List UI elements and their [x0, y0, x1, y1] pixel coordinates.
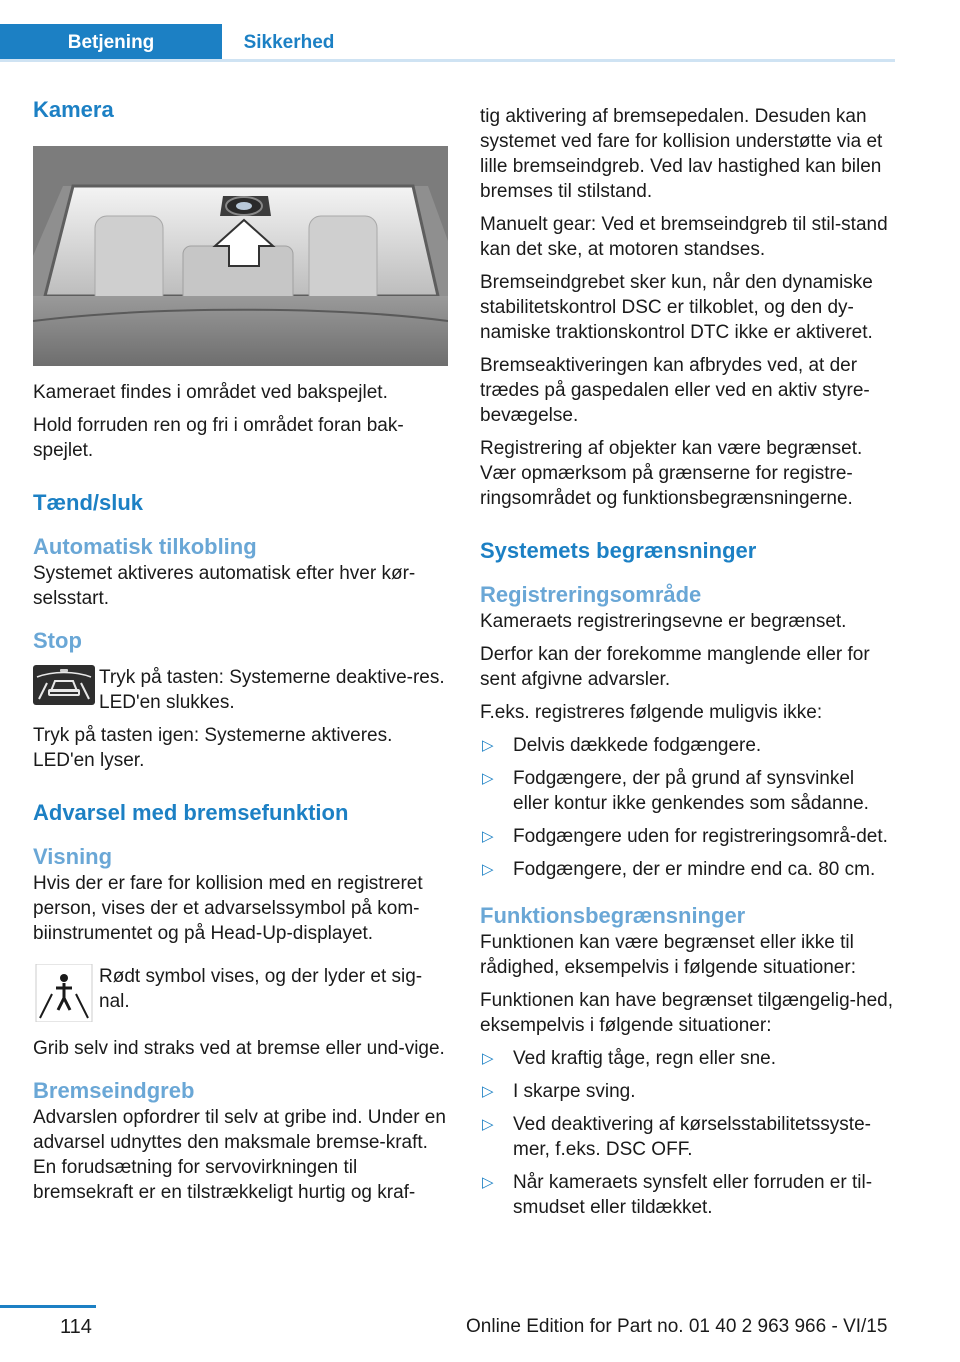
list-item-text: Ved deaktivering af kørselsstabilitetssyste‐mer, f.eks. DSC OFF.	[513, 1114, 871, 1160]
triangle-bullet-icon: ▷	[482, 1050, 494, 1067]
grib-paragraph: Grib selv ind straks ved at bremse eller und‐vige.	[33, 1038, 445, 1059]
reg-paragraph-2: Derfor kan der forekomme manglende eller for sent afgivne advarsler.	[480, 644, 870, 690]
func-paragraph-1: Funktionen kan være begrænset eller ikke til rådighed, eksempelvis i følgende situationer:	[480, 932, 856, 978]
right-paragraph-5: Registrering af objekter kan være begrænset. Vær opmærksom på grænserne for registre‐ringsområdet og funktionsbegrænsningerne.	[480, 438, 863, 509]
pedestrian-symbol-row	[33, 964, 448, 1028]
list-item-text: Fodgængere, der er mindre end ca. 80 cm.	[513, 859, 876, 880]
triangle-bullet-icon: ▷	[482, 1116, 494, 1133]
list-item	[480, 1112, 895, 1162]
camera-photo	[33, 146, 448, 366]
heading-registreringsomraade: Registreringsområde	[480, 582, 702, 607]
visning-paragraph: Hvis der er fare for kollision med en registreret person, vises der et advarselssymbol på kom‐biinstrumentet og på Head-Up-displayet.	[33, 873, 423, 944]
heading-bremseindgreb: Bremseindgreb	[33, 1078, 195, 1103]
list-item	[480, 824, 895, 849]
list-item-text: Fodgængere, der på grund af synsvinkel eller kontur ikke genkendes som sådanne.	[513, 768, 869, 814]
car-detection-button-icon	[33, 665, 95, 705]
list-item	[480, 1170, 895, 1220]
pedestrian-warning-icon	[33, 964, 95, 1022]
right-paragraph-2: Manuelt gear: Ved et bremseindgreb til stil‐stand kan det ske, at motoren standses.	[480, 214, 888, 260]
list-item-text: Ved kraftig tåge, regn eller sne.	[513, 1048, 776, 1069]
list-item-text: I skarpe sving.	[513, 1081, 636, 1102]
stop-button-row	[33, 665, 448, 715]
triangle-bullet-icon: ▷	[482, 770, 494, 787]
triangle-bullet-icon: ▷	[482, 861, 494, 878]
stop-paragraph: Tryk på tasten igen: Systemerne aktiveres. LED'en lyser.	[33, 725, 393, 771]
stop-icon-text: Tryk på tasten: Systemerne deaktive‐res. LED'en slukkes.	[99, 667, 445, 713]
tab-divider	[0, 59, 895, 62]
func-list	[480, 1046, 895, 1220]
footer-rule	[0, 1305, 96, 1308]
triangle-bullet-icon: ▷	[482, 737, 494, 754]
heading-funktionsbegraensninger: Funktionsbegrænsninger	[480, 903, 746, 928]
heading-systemets-begraensninger: Systemets begrænsninger	[480, 538, 757, 563]
edition-note: Online Edition for Part no. 01 40 2 963 966 - VI/15	[466, 1316, 888, 1337]
reg-list	[480, 733, 895, 882]
left-column	[33, 96, 448, 1213]
list-item-text: Fodgængere uden for registreringsområ‐det.	[513, 826, 888, 847]
right-paragraph-3: Bremseindgrebet sker kun, når den dynamiske stabilitetskontrol DSC er tilkoblet, og den dy‐namiske traktionskontrol DTC ikke er aktiveret.	[480, 272, 873, 343]
list-item	[480, 1046, 895, 1071]
heading-automatisk-tilkobling: Automatisk tilkobling	[33, 534, 257, 559]
auto-paragraph: Systemet aktiveres automatisk efter hver kør‐selsstart.	[33, 563, 416, 609]
tab-sikkerhed[interactable]: Sikkerhed	[222, 24, 356, 62]
heading-kamera: Kamera	[33, 97, 114, 122]
bremse-paragraph: Advarslen opfordrer til selv at gribe ind. Under en advarsel udnyttes den maksmale bremse‐kraft. En forudsætning for servovirkningen til bremsekraft er en tilstrækkeligt hurtig og kraf‐	[33, 1107, 446, 1203]
right-paragraph-4: Bremseaktiveringen kan afbrydes ved, at der trædes på gaspedalen eller ved en aktiv styre‐bevægelse.	[480, 355, 870, 426]
kamera-paragraph-1: Kameraet findes i området ved bakspejlet.	[33, 382, 388, 403]
list-item	[480, 733, 895, 758]
heading-stop: Stop	[33, 628, 82, 653]
heading-visning: Visning	[33, 844, 113, 869]
list-item	[480, 857, 895, 882]
right-column	[480, 104, 895, 1228]
list-item-text: Når kameraets synsfelt eller forruden er til‐smudset eller tildækket.	[513, 1172, 873, 1218]
list-item	[480, 766, 895, 816]
heading-taend-sluk: Tænd/sluk	[33, 490, 144, 515]
list-item	[480, 1079, 895, 1104]
triangle-bullet-icon: ▷	[482, 828, 494, 845]
func-paragraph-2: Funktionen kan have begrænset tilgængelig‐hed, eksempelvis i følgende situationer:	[480, 990, 893, 1036]
triangle-bullet-icon: ▷	[482, 1083, 494, 1100]
tab-betjening[interactable]: Betjening	[0, 24, 222, 62]
page-number: 114	[60, 1316, 92, 1338]
reg-paragraph-3: F.eks. registreres følgende muligvis ikke:	[480, 702, 823, 723]
right-paragraph-1: tig aktivering af bremsepedalen. Desuden kan systemet ved fare for kollision understøtte via et lille bremseindgreb. Ved lav hastighed kan bilen bremses til stilstand.	[480, 106, 883, 202]
triangle-bullet-icon: ▷	[482, 1174, 494, 1191]
heading-advarsel: Advarsel med bremsefunktion	[33, 800, 349, 825]
header-tabs	[0, 24, 895, 62]
kamera-paragraph-2: Hold forruden ren og fri i området foran bak‐spejlet.	[33, 415, 404, 461]
list-item-text: Delvis dækkede fodgængere.	[513, 735, 762, 756]
reg-paragraph-1: Kameraets registreringsevne er begrænset.	[480, 611, 847, 632]
symbol-text: Rødt symbol vises, og der lyder et sig‐nal.	[99, 966, 423, 1012]
